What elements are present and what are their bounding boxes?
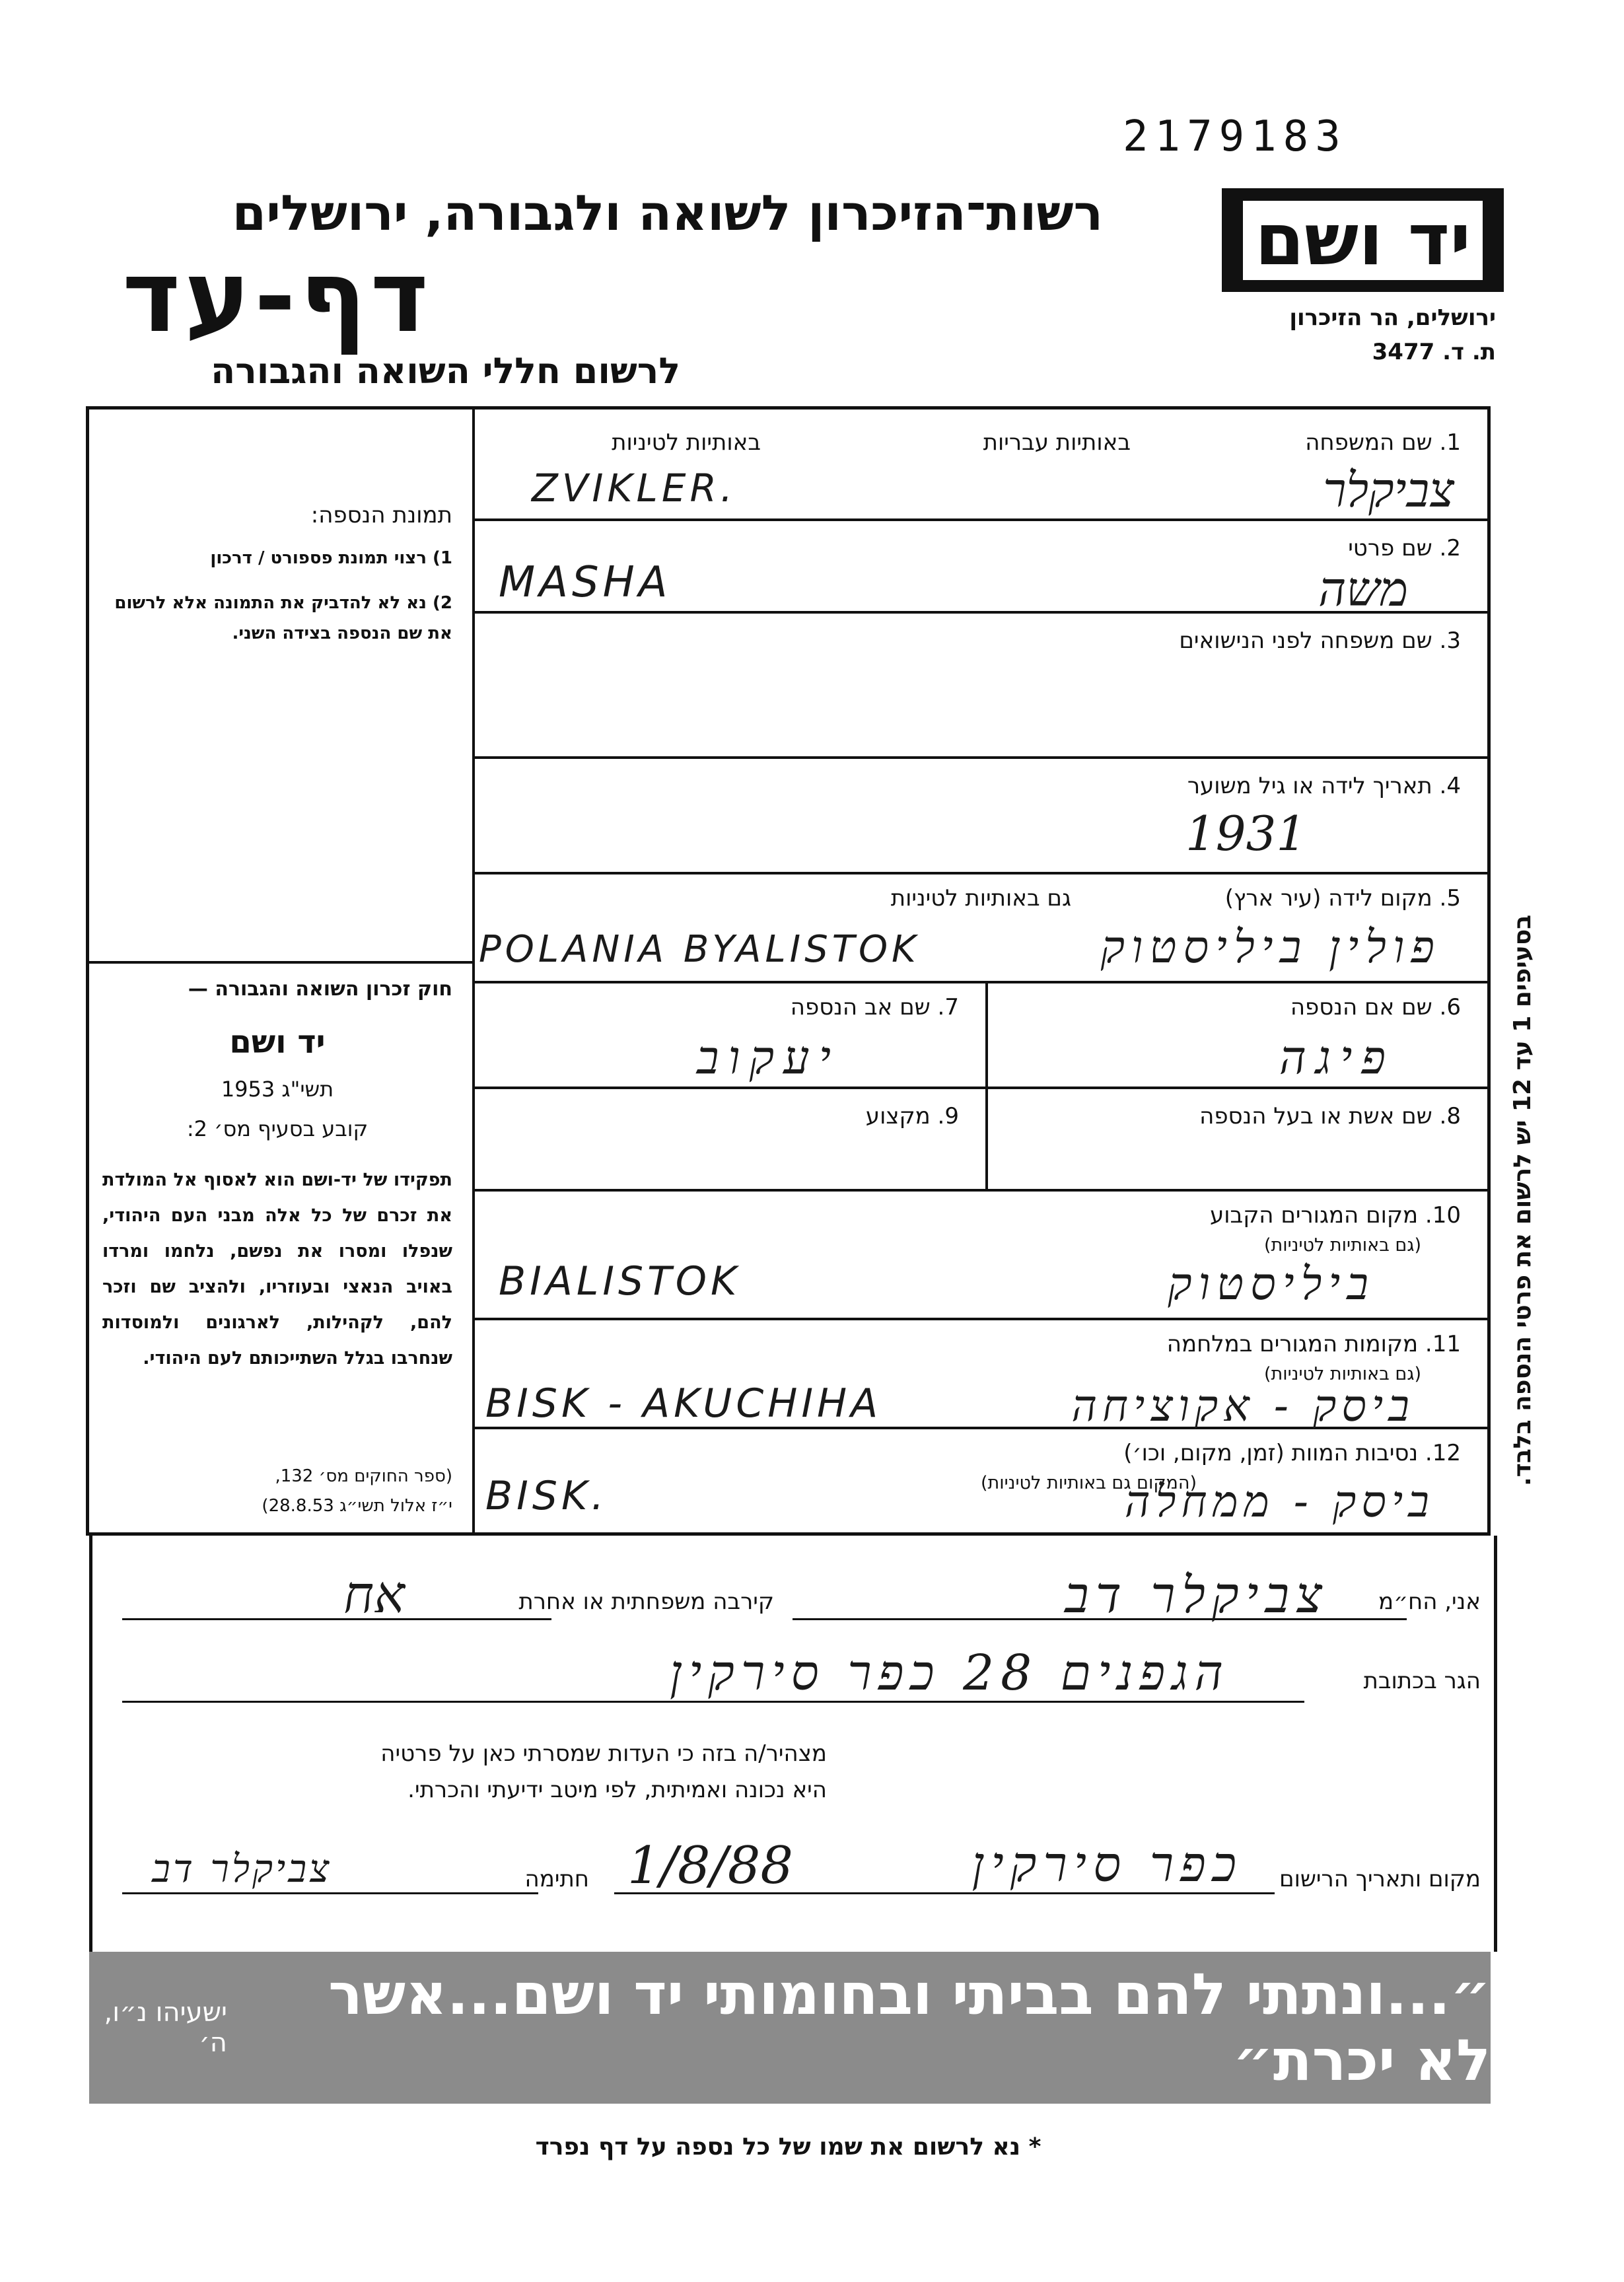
address-block	[1212, 301, 1496, 369]
form-frame	[86, 406, 1491, 1536]
field-1-latin-header: באותיות לטיניות	[612, 429, 761, 456]
field-2-latin-value[interactable]: MASHA	[499, 558, 672, 607]
authority-title: רשות־הזיכרון לשואה ולגבורה, ירושלים	[232, 185, 1103, 242]
field-11-label: 11. מקומות המגורים במלחמה	[1166, 1331, 1461, 1357]
yad-vashem-logo	[1222, 188, 1504, 292]
address-label: הגר בכתובת	[1363, 1668, 1481, 1694]
field-4-value[interactable]: 1931	[1185, 806, 1307, 861]
address-line1: ירושלים, הר הזיכרון	[1289, 304, 1496, 331]
photo-note-2: 2) נא לא להדביק את התמונה אלא לרשום את שם הנספה בצידה השני.	[114, 593, 452, 643]
field-5-label: 5. מקום לידה (עיר ארץ)	[1224, 885, 1461, 911]
field-7-value[interactable]: יעקוב	[696, 1030, 840, 1085]
field-11-sub: (גם באותיות לטיניות)	[1263, 1364, 1421, 1384]
field-6-label: 6. שם אם הנספה	[1290, 994, 1461, 1020]
document-number: 2179183	[1123, 112, 1347, 161]
registration-place[interactable]: כפר סירקין	[971, 1836, 1243, 1893]
banner-reference: ישעיהו נ״ו, ה׳	[104, 1997, 227, 2058]
field-1-latin-value[interactable]: ZVIKLER.	[532, 466, 737, 511]
field-12-latin-value[interactable]: BISK.	[485, 1473, 608, 1519]
relation-line	[122, 1618, 551, 1620]
field-12-label: 12. נסיבות המוות (זמן, מקום, וכו׳)	[1123, 1440, 1461, 1466]
field-7-label: 7. שם אב הנספה	[790, 994, 959, 1020]
form-subtitle: לרשום חללי השואה והגבורה	[211, 350, 680, 392]
row-split	[985, 981, 988, 1087]
field-6-value[interactable]: פיגה	[1279, 1030, 1395, 1085]
statement-line-1: מצהיר/ה בזה כי העדות שמסרתי כאן על פרטיה	[380, 1740, 827, 1767]
photo-note-1: 1) רצוי תמונת פספורט / דרכון	[210, 548, 452, 568]
declaration-box	[89, 1536, 1497, 1952]
declarant-value[interactable]: צביקלר דב	[1065, 1565, 1329, 1624]
field-10-sub: (גם באותיות לטיניות)	[1263, 1235, 1421, 1256]
address-value[interactable]: הגפנים 28 כפר סירקין	[670, 1645, 1230, 1701]
relation-value[interactable]: אח	[343, 1565, 405, 1625]
field-11-hebrew-value[interactable]: ביסק - אקוציחה	[1071, 1380, 1415, 1431]
relation-label: קירבה משפחתית או אחרת	[518, 1588, 774, 1615]
row-line	[472, 518, 1489, 521]
column-divider	[472, 410, 475, 1536]
logo-text: יד ושם	[1243, 201, 1483, 280]
field-11-latin-value[interactable]: BISK - AKUCHIHA	[485, 1380, 882, 1427]
place-date-label: מקום ותאריך הרישום	[1279, 1866, 1481, 1892]
field-1-hebrew-header: באותיות עבריות	[983, 429, 1131, 456]
law-body: תפקידו של יד-ושם הוא לאסוף אל המולדת את זכרם של כל אלה מבני העם היהודי, שנפלו ומסרו את נפשם, נלחמו ומרדו באויב הנאצי ובעוזריו, ולהציב שם וזכר להם, לקהילות, לארגונים ולמוסדות שנחרבו בגלל השתייכותם לעם היהודי.	[102, 1170, 452, 1369]
field-1-hebrew-value[interactable]: צביקלר	[1323, 462, 1454, 518]
field-10-latin-value[interactable]: BIALISTOK	[499, 1258, 741, 1304]
row-line	[472, 981, 1489, 983]
row-line	[472, 1318, 1489, 1320]
statement-line-2: היא נכונה ואמיתית, לפי מיטב ידיעתי והכרתי.	[407, 1777, 827, 1803]
form-title: דף-עד	[122, 240, 433, 355]
law-title: חוק זכרון השואה והגבורה —	[188, 978, 452, 1001]
row-line	[472, 872, 1489, 874]
field-9-label: 9. מקצוע	[865, 1103, 959, 1129]
field-8-label: 8. שם אשת או בעל הנספה	[1199, 1103, 1461, 1129]
field-4-label: 4. תאריך לידה או גיל משוער	[1187, 773, 1461, 799]
row-line	[472, 1087, 1489, 1089]
field-10-label: 10. מקום המגורים הקבוע	[1209, 1202, 1461, 1229]
row-line	[472, 756, 1489, 759]
address-line2: ת. ד. 3477	[1372, 339, 1496, 365]
signature-value[interactable]: צביקלר דב	[152, 1846, 332, 1891]
field-3-label: 3. שם משפחה לפני הנישואים	[1179, 627, 1461, 654]
field-5-latin-value[interactable]: POLANIA BYALISTOK	[479, 928, 920, 971]
law-section: קובע בסעיף מס׳ 2:	[186, 1116, 369, 1141]
row-line	[472, 1189, 1489, 1192]
field-5-latin-header: גם באותיות לטיניות	[890, 885, 1071, 911]
field-2-hebrew-value[interactable]: משה	[1318, 561, 1408, 617]
row-split	[985, 1087, 988, 1189]
field-2-label: 2. שם פרטי	[1348, 535, 1461, 561]
quote-banner	[89, 1952, 1491, 2104]
footer-note: * נא לרשום את שמו של כל נספה על דף נפרד	[535, 2133, 1041, 2160]
field-1-label: 1. שם המשפחה	[1305, 429, 1461, 456]
field-12-sub: (המקום גם באותיות לטיניות)	[980, 1473, 1197, 1493]
signature-label: חתימה	[524, 1866, 589, 1892]
banner-quote: ״...ונתתי להם בביתי ובחומותי יד ושם...אשר לא יכרת״	[328, 1962, 1491, 2094]
registration-date[interactable]: 1/8/88	[627, 1836, 794, 1896]
field-10-hebrew-value[interactable]: ביליסטוק	[1168, 1258, 1375, 1310]
field-12-hebrew-value[interactable]: ביסק - ממחלה	[1124, 1476, 1434, 1527]
i-am-label: אני, הח״מ	[1378, 1588, 1481, 1615]
law-ref-2: י״ז אלול תשי״ג 28.8.53)	[262, 1496, 452, 1516]
photo-title: תמונת הנספה:	[310, 502, 452, 528]
law-name: יד ושם	[229, 1024, 326, 1061]
law-year: תשי"ג 1953	[221, 1077, 334, 1102]
side-note: בסעיפים 1 עד 12 יש לרשום את פרטי הנספה בלבד.	[1509, 914, 1536, 1486]
left-box-divider	[89, 961, 472, 964]
law-ref-1: (ספר החוקים מס׳ 132,	[275, 1466, 452, 1486]
field-5-hebrew-value[interactable]: פולין ביליסטוק	[1100, 921, 1441, 974]
signature-line	[122, 1892, 538, 1894]
